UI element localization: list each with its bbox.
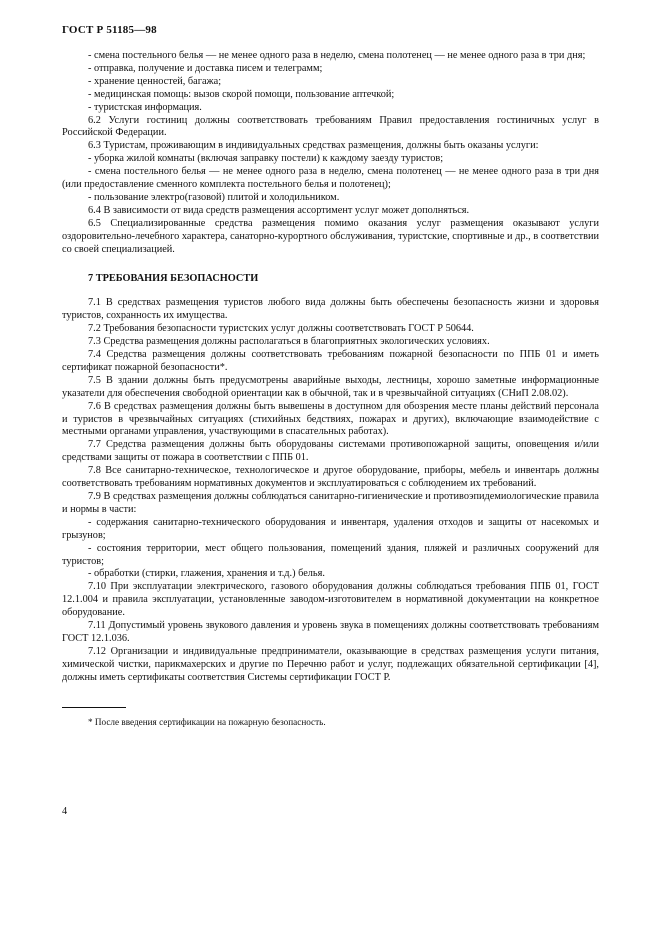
paragraph: 7.1 В средствах размещения туристов любого вида должны быть обеспечены безопасность жизни и здоровья туристов, сохранность их имущества. — [62, 297, 599, 322]
paragraph: - медицинская помощь: вызов скорой помощи, пользование аптечкой; — [88, 88, 395, 100]
paragraph: - обработки (стирки, глажения, хранения и т.д.) белья. — [88, 568, 325, 580]
paragraph: - пользование электро(газовой) плитой и холодильником. — [88, 191, 340, 203]
footnote: * После введения сертификации на пожарную безопасность. — [88, 716, 326, 727]
paragraph: - хранение ценностей, багажа; — [88, 75, 222, 87]
paragraph: 6.5 Специализированные средства размещения помимо оказания услуг размещения оказывают услуги оздоровительно-лечебного характера, санаторно-курортного обслуживания, туристские, спортивные и др., в соответствии со своей специализацией. — [62, 217, 599, 255]
paragraph: 7.10 При эксплуатации электрического, газового оборудования должны соблюдаться требования ППБ 01, ГОСТ 12.1.004 и правила эксплуатации, установленные заводом-изготовителем в нормативной документации на конкретное оборудование. — [62, 581, 599, 619]
paragraph: 6.4 В зависимости от вида средств размещения ассортимент услуг может дополняться. — [88, 204, 470, 216]
paragraph: - содержания санитарно-технического оборудования и инвентаря, удаления отходов и защиты от насекомых и грызунов; — [62, 516, 599, 541]
paragraph: 7.12 Организации и индивидуальные предприниматели, оказывающие в средствах размещения услуги питания, химической чистки, парикмахерских и другие по Перечню работ и услуг, подлежащих обязательной сертификации [4], должны иметь сертификаты соответствия Системы сертификации ГОСТ Р. — [62, 645, 599, 683]
paragraph: 7.4 Средства размещения должны соответствовать требованиям пожарной безопасности по ППБ 01 и иметь сертификат пожарной безопасности*. — [62, 349, 599, 373]
paragraph: - туристская информация. — [88, 101, 202, 113]
paragraph: 7.9 В средствах размещения должны соблюдаться санитарно-гигиенические и противоэпидемиологические правила и нормы в части: — [62, 491, 599, 515]
paragraph: - уборка жилой комнаты (включая заправку постели) к каждому заезду туристов; — [88, 153, 444, 165]
paragraph: 7.8 Все санитарно-техническое, технологическое и другое оборудование, приборы, мебель и инвентарь должны соответствовать требованиям нормативных документов и эксплуатироваться с соблюдением их требований. — [62, 465, 599, 490]
footnote-divider — [62, 707, 126, 708]
paragraph: - смена постельного белья — не менее одного раза в неделю, смена полотенец — не менее одного раза в три дня; — [88, 50, 586, 61]
page-header-doc-code: ГОСТ Р 51185—98 — [62, 24, 157, 36]
paragraph: - состояния территории, мест общего пользования, помещений здания, пляжей и различных сооружений для туристов; — [62, 542, 599, 567]
document-body — [62, 50, 599, 728]
paragraph: 7.6 В средствах размещения должны быть вывешены в доступном для обозрения месте планы действий персонала и туристов в чрезвычайных ситуациях (стихийных бедствиях, пожарах и других), включающие взаимодействие с местными органами управления, участвующими в спасательных работах). — [62, 400, 599, 438]
paragraph: 6.3 Туристам, проживающим в индивидуальных средствах размещения, должны быть оказаны услуги: — [88, 140, 539, 152]
paragraph: 7.11 Допустимый уровень звукового давления и уровень звука в помещениях должны соответствовать требованиям ГОСТ 12.1.036. — [62, 620, 599, 644]
paragraph: 7.5 В здании должны быть предусмотрены аварийные выходы, лестницы, хорошо заметные информационные указатели для обеспечения свободной ориентации как в обычной, так и в чрезвычайной ситуациях (СНиП 2.08.02). — [62, 374, 599, 399]
page-number: 4 — [62, 806, 68, 817]
paragraph: 7.2 Требования безопасности туристских услуг должны соответствовать ГОСТ Р 50644. — [88, 323, 474, 335]
paragraph: - смена постельного белья — не менее одного раза в неделю, смена полотенец — не менее одного раза в три дня (или предоставление сменного комплекта постельного белья и полотенец); — [62, 166, 599, 191]
paragraph: 7.3 Средства размещения должны располагаться в благоприятных экологических условиях. — [88, 336, 490, 348]
paragraph: 7.7 Средства размещения должны быть оборудованы системами противопожарной защиты, оповещения и/или средствами защиты от пожара в соответствии с ППБ 01. — [62, 439, 599, 464]
section-heading: 7 ТРЕБОВАНИЯ БЕЗОПАСНОСТИ — [88, 272, 259, 284]
paragraph: 6.2 Услуги гостиниц должны соответствовать требованиям Правил предоставления гостиничных услуг в Российской Федерации. — [62, 114, 599, 139]
paragraph: - отправка, получение и доставка писем и телеграмм; — [88, 62, 323, 74]
